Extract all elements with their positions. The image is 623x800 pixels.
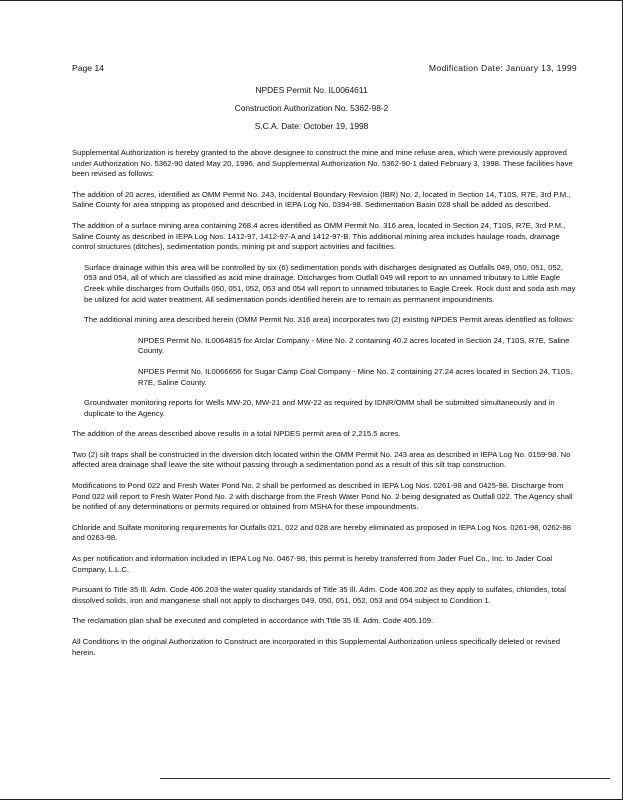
paragraph-water-quality: Pursuant to Title 35 Ill. Adm. Code 406.203 the water quality standards of Title 35 Ill. Adm. Code 406.202 as they apply to sulfates, chlorides, total dissolved solids, iron and manganese shall not apply to discharges 049, 050, 051, 052, 053 and 054 subject to Condition 1. — [72, 585, 566, 605]
modification-date: Modification Date: January 13, 1999 — [428, 63, 577, 73]
paragraph-existing-permits: The additional mining area described herein (OMM Permit No. 316 area) incorporates two (2) existing NPDES Permit areas identified as follows: — [84, 315, 575, 325]
construction-authorization: Construction Authorization No. 5362-98-2 — [234, 103, 389, 113]
page-number: Page 14 — [72, 63, 105, 73]
document-body — [72, 148, 577, 668]
paragraph-surface-drainage: Surface drainage within this area will be controlled by six (6) sedimentation ponds with discharges designated as Outfalls 049, 050, 051, 052, 053 and 054, all of which are classified as acid mine drainage. Discharges from Outfall 049 will report to an unnamed tributary to Little Eagle Creek while discharges from Outfalls 050, 051, 052, 053 and 054 will report to unnamed tributaries to Eagle Creek. Rock dust and soda ash may be utilized for acid water treatment. All sedimentation ponds identified herein are to remain as permanent impoundments. — [84, 262, 576, 304]
paragraph-sugar-camp-permit: NPDES Permit No. IL0066656 for Sugar Camp Coal Company - Mine No. 2 containing 27.24 acres located in Section 24, T10S, R7E, Saline County. — [138, 366, 573, 387]
paragraph-chloride-sulfate: Chloride and Sulfate monitoring requirements for Outfalls 021, 022 and 028 are hereby eliminated as proposed in IEPA Log Nos. 0261-98, 0262-98 and 0263-98. — [72, 522, 572, 543]
bottom-rule — [160, 778, 610, 779]
paragraph-intro: Supplemental Authorization is hereby granted to the above designee to construct the mine and mine refuse area, which were previously approved under Authorization No. 5362-90 dated May 20, 1996, and Supplemental Authorization No. 5362-90-1 dated February 3, 1998. These facilities have been revised as follows: — [72, 148, 573, 179]
paragraph-reclamation: The reclamation plan shall be executed and completed in accordance with Title 35 Ill. Adm. Code 405.109. — [72, 616, 434, 626]
paragraph-arclar-permit: NPDES Permit No. IL0064815 for Arclar Company - Mine No. 2 containing 40.2 acres located in Section 24, T10S, R7E, Saline County. — [138, 335, 570, 356]
paragraph-pond-modifications: Modifications to Pond 022 and Fresh Water Pond No. 2 shall be performed as described in IEPA Log Nos. 0261-98 and 0425-98. Discharge from Pond 022 will report to Fresh Water Pond No. 2 with discharge from the Fresh Water Pond No. 2 being designated as Outfall 022. The Agency shall be notified of any determinations or permits required or obtained from MSHA for these impoundments. — [72, 481, 573, 512]
paragraph-transfer: As per notification and information included in IEPA Log No. 0467-98, this permit is hereby transferred from Jader Fuel Co., Inc. to Jader Coal Company, L.L.C. — [72, 554, 553, 574]
paragraph-mining-area: The addition of a surface mining area containing 268.4 acres identified as OMM Permit No. 316 area, located in Section 24, T10S, R7E, 3rd P.M., Saline County as described in IEPA Log Nos. 1412-97, 1412-97-A and 1412-97-B. This additional mining area includes haulage roads, drainage control structures (ditches), sedimentation ponds, mining pit and support activities and facilities. — [72, 220, 566, 252]
paragraph-conditions: All Conditions in the original Authorization to Construct are incorporated in this Supplemental Authorization unless specifically deleted or revised herein. — [72, 637, 561, 657]
sca-date: S.C.A. Date: October 19, 1998 — [254, 121, 369, 131]
paragraph-total-area: The addition of the areas described above results in a total NPDES permit area of 2,215.5 acres. — [72, 429, 401, 439]
paragraph-silt-traps: Two (2) silt traps shall be constructed in the diversion ditch located within the OMM Permit No. 243 area as described in IEPA Log No. 0159-98. No affected area drainage shall leave the site without passing through a sedimentation pond as a result of this silt trap construction. — [72, 449, 571, 470]
paragraph-groundwater: Groundwater monitoring reports for Wells MW-20, MW-21 and MW-22 as required by IDNR/OMM shall be submitted simultaneously and in duplicate to the Agency. — [84, 398, 555, 418]
permit-number: NPDES Permit No. IL0064611 — [255, 85, 368, 95]
paragraph-20-acres: The addition of 20 acres, identified as OMM Permit No. 243, Incidental Boundary Revision (IBR) No. 2, located in Section 14, T10S, R7E, 3rd P.M., Saline County for area stripping as proposed and described in IEPA Log No. 0394-98. Sedimentation Basin 028 shall be added as described. — [72, 189, 571, 210]
